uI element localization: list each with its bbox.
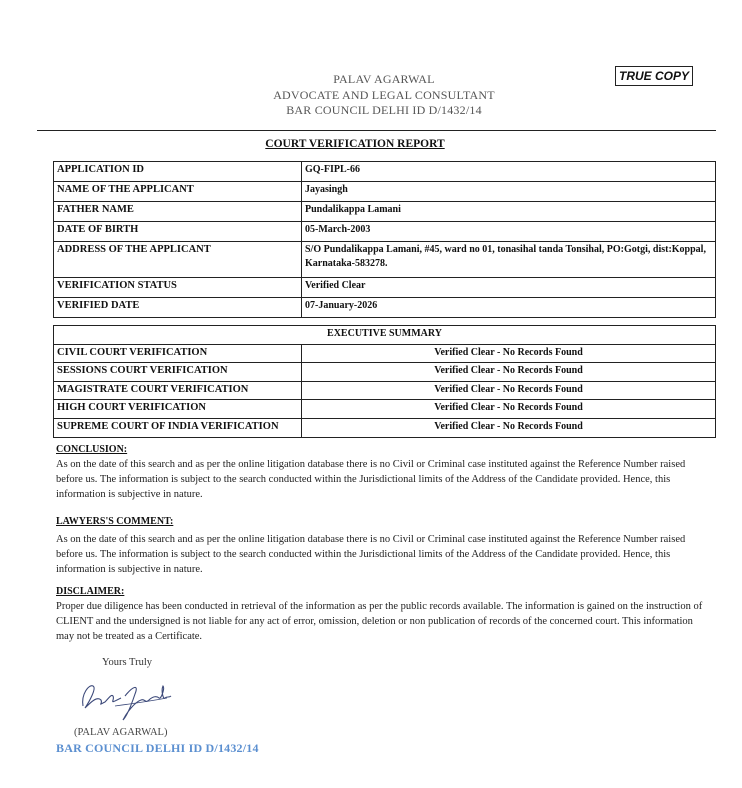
row-label: SUPREME COURT OF INDIA VERIFICATION bbox=[54, 418, 302, 437]
table-row bbox=[54, 381, 716, 400]
row-value: Verified Clear - No Records Found bbox=[302, 400, 716, 419]
disclaimer-heading: DISCLAIMER: bbox=[56, 586, 125, 597]
row-label: VERIFIED DATE bbox=[54, 298, 302, 318]
table-row bbox=[54, 298, 716, 318]
table-row bbox=[54, 202, 716, 222]
row-label: ADDRESS OF THE APPLICANT bbox=[54, 242, 302, 278]
table-row bbox=[54, 182, 716, 202]
lawyers-comment-heading: LAWYERS'S COMMENT: bbox=[56, 516, 174, 527]
letterhead-name: PALAV AGARWAL bbox=[333, 72, 435, 86]
row-value: Verified Clear - No Records Found bbox=[302, 418, 716, 437]
table-header-row bbox=[54, 326, 716, 345]
summary-heading: EXECUTIVE SUMMARY bbox=[54, 326, 716, 345]
lawyers-comment-text: As on the date of this search and as per the online litigation database there is no Civil or Criminal case instituted against the Reference Number raised before us. The information is subject to the search conducted within the Jurisdictional limits of the Address of the Candidate provided. Hence, this information is subjective in nature. bbox=[56, 534, 686, 575]
closing-salutation: Yours Truly bbox=[102, 657, 153, 668]
table-row bbox=[54, 242, 716, 278]
row-value: Verified Clear - No Records Found bbox=[302, 381, 716, 400]
row-value: Pundalikappa Lamani bbox=[302, 202, 716, 222]
table-row bbox=[54, 400, 716, 419]
row-label: MAGISTRATE COURT VERIFICATION bbox=[54, 381, 302, 400]
row-label: FATHER NAME bbox=[54, 202, 302, 222]
executive-summary-table bbox=[53, 325, 716, 438]
row-label: VERIFICATION STATUS bbox=[54, 278, 302, 298]
conclusion-section bbox=[56, 442, 706, 502]
footer-bar-id: BAR COUNCIL DELHI ID D/1432/14 bbox=[56, 741, 259, 755]
conclusion-heading: CONCLUSION: bbox=[56, 444, 128, 455]
letterhead-bar-id: BAR COUNCIL DELHI ID D/1432/14 bbox=[286, 103, 482, 117]
table-row bbox=[54, 222, 716, 242]
table-row bbox=[54, 363, 716, 382]
letterhead bbox=[0, 72, 742, 119]
header-divider bbox=[37, 130, 716, 131]
row-value: GQ-FIPL-66 bbox=[302, 162, 716, 182]
row-value: Jayasingh bbox=[302, 182, 716, 202]
table-row bbox=[54, 162, 716, 182]
disclaimer-section bbox=[56, 584, 706, 644]
row-label: DATE OF BIRTH bbox=[54, 222, 302, 242]
row-label: HIGH COURT VERIFICATION bbox=[54, 400, 302, 419]
letterhead-role: ADVOCATE AND LEGAL CONSULTANT bbox=[273, 87, 495, 102]
disclaimer-text: Proper due diligence has been conducted in retrieval of the information as per the public records available. The information is gained on the instruction of CLIENT and the undersigned is not liable for any act of error, omission, deletion or non publication of records of the concerned court. This information may not be treated as a Certificate. bbox=[56, 601, 703, 642]
row-value: 07-January-2026 bbox=[302, 298, 716, 318]
row-label: CIVIL COURT VERIFICATION bbox=[54, 344, 302, 363]
row-label: SESSIONS COURT VERIFICATION bbox=[54, 363, 302, 382]
closing-signatory: (PALAV AGARWAL) bbox=[74, 727, 168, 738]
row-value: 05-March-2003 bbox=[302, 222, 716, 242]
conclusion-text: As on the date of this search and as per the online litigation database there is no Civil or Criminal case instituted against the Reference Number raised before us. The information is subject to the search conducted within the Jurisdictional limits of the Address of the Candidate provided. Hence, this information is subjective in nature. bbox=[56, 459, 686, 500]
table-row bbox=[54, 278, 716, 298]
row-value: Verified Clear bbox=[302, 278, 716, 298]
table-row bbox=[54, 344, 716, 363]
signature-icon bbox=[75, 676, 175, 724]
row-label: NAME OF THE APPLICANT bbox=[54, 182, 302, 202]
true-copy-stamp: TRUE COPY bbox=[615, 66, 693, 86]
table-row bbox=[54, 418, 716, 437]
row-value: Verified Clear - No Records Found bbox=[302, 344, 716, 363]
applicant-details-table bbox=[53, 161, 716, 318]
row-value: Verified Clear - No Records Found bbox=[302, 363, 716, 382]
report-title: COURT VERIFICATION REPORT bbox=[265, 138, 445, 150]
lawyers-comment-section bbox=[56, 514, 706, 577]
row-value: S/O Pundalikappa Lamani, #45, ward no 01, tonasihal tanda Tonsihal, PO:Gotgi, dist:Koppal, Karnataka-583278. bbox=[302, 242, 716, 278]
row-label: APPLICATION ID bbox=[54, 162, 302, 182]
